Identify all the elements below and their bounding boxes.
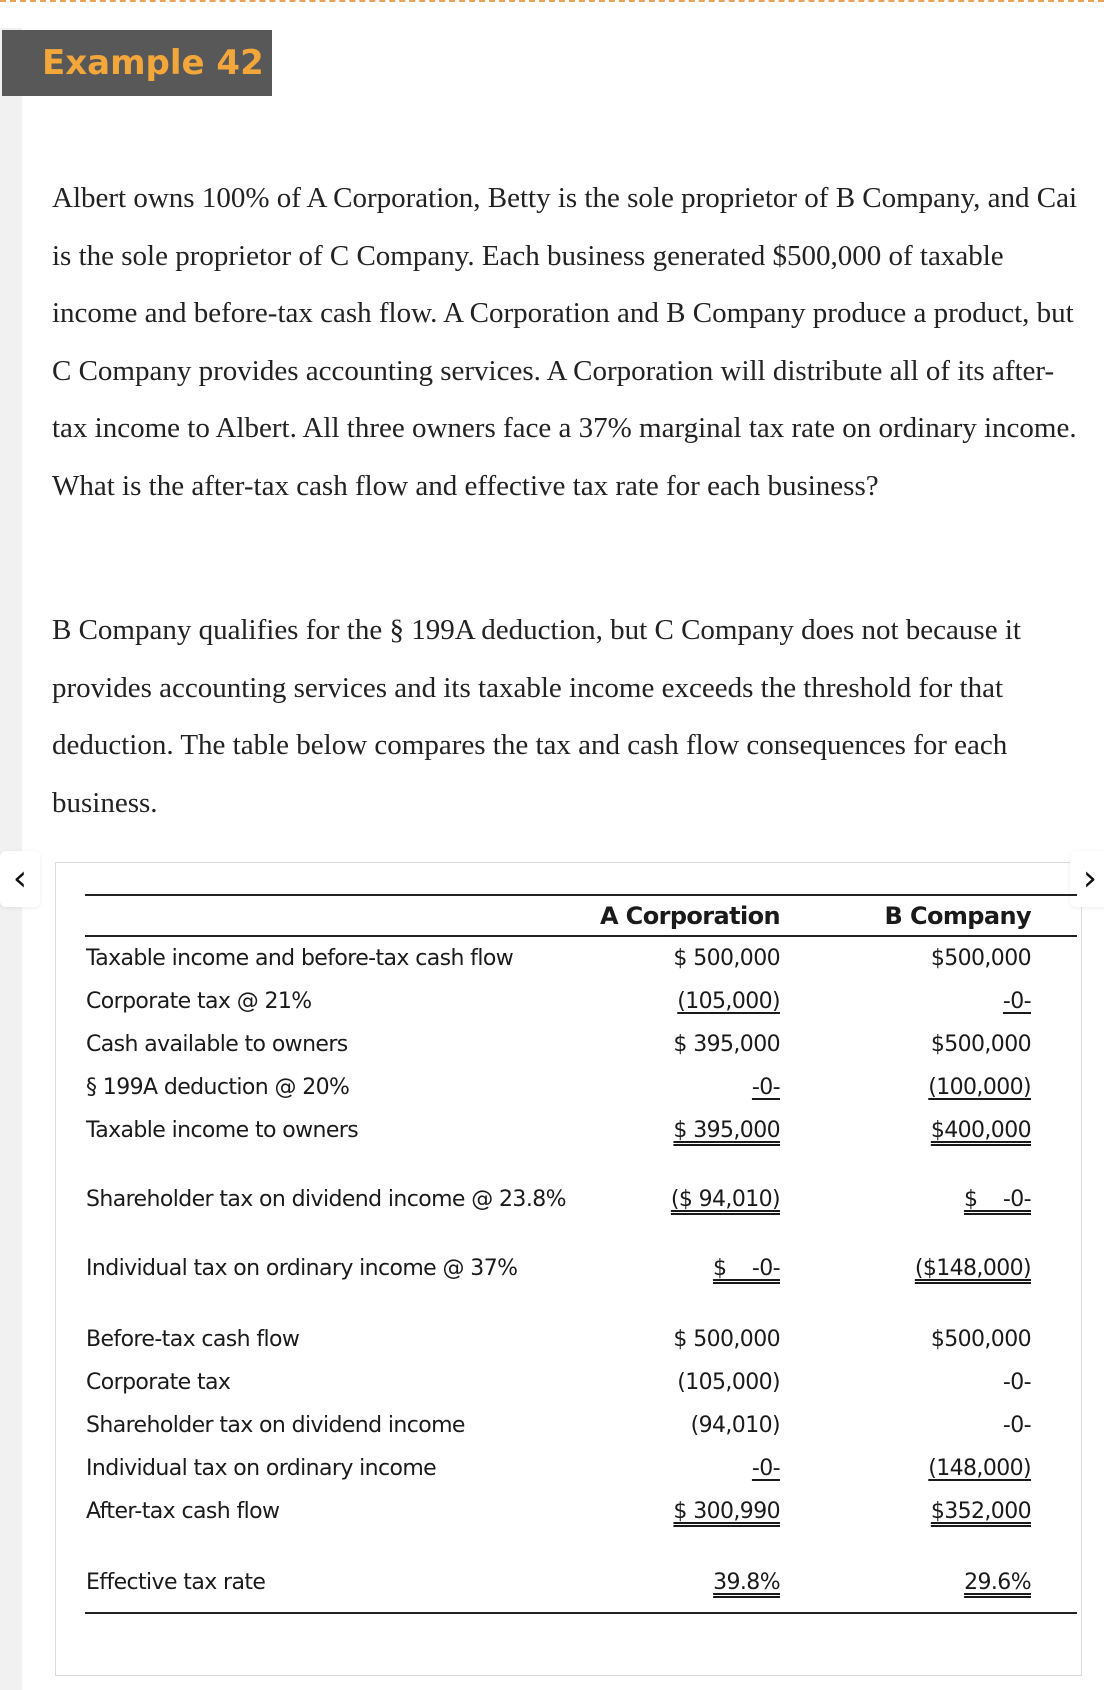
b-value: $ -0- xyxy=(963,1187,1031,1212)
column-header-b-company: B Company xyxy=(884,902,1031,930)
b-value: 29.6% xyxy=(964,1570,1031,1595)
a-value: $ 395,000 xyxy=(673,1118,780,1143)
row-label: Individual tax on ordinary income @ 37% xyxy=(86,1256,518,1281)
b-value: ($148,000) xyxy=(914,1256,1031,1281)
example-title: Example 42 xyxy=(2,30,272,96)
table-header-rule xyxy=(85,935,1077,937)
b-value: -0- xyxy=(1002,989,1031,1014)
row-label: Shareholder tax on dividend income @ 23.8% xyxy=(86,1187,566,1212)
row-label: Individual tax on ordinary income xyxy=(86,1456,437,1481)
a-value: $ 300,990 xyxy=(673,1499,780,1524)
previous-slide-button[interactable] xyxy=(0,851,40,907)
top-dashed-border xyxy=(0,0,1104,4)
b-value: $500,000 xyxy=(930,1032,1031,1057)
table-top-rule xyxy=(85,894,1077,896)
a-value: -0- xyxy=(751,1075,780,1100)
a-value: ($ 94,010) xyxy=(670,1187,780,1212)
b-value: (148,000) xyxy=(928,1456,1031,1481)
row-label: Corporate tax xyxy=(86,1370,231,1395)
explanation-paragraph: B Company qualifies for the § 199A deduction, but C Company does not because it provides accounting services and its taxable income exceeds the threshold for that deduction. The table below compares the tax and cash flow consequences for each business. xyxy=(52,614,1021,819)
row-label: Before-tax cash flow xyxy=(86,1327,300,1352)
row-label: After-tax cash flow xyxy=(86,1499,280,1524)
next-slide-button[interactable] xyxy=(1070,851,1104,907)
row-label: Effective tax rate xyxy=(86,1570,266,1595)
row-label: Shareholder tax on dividend income xyxy=(86,1413,465,1438)
a-value: $ -0- xyxy=(712,1256,780,1281)
b-value: $352,000 xyxy=(930,1499,1031,1524)
a-value: (94,010) xyxy=(690,1413,780,1438)
b-value: $500,000 xyxy=(930,946,1031,971)
a-value: -0- xyxy=(751,1456,780,1481)
a-value: (105,000) xyxy=(677,1370,780,1395)
row-label: Taxable income to owners xyxy=(86,1118,359,1143)
a-value: (105,000) xyxy=(677,989,780,1014)
a-value: $ 395,000 xyxy=(673,1032,780,1057)
a-value: $ 500,000 xyxy=(673,1327,780,1352)
a-value: $ 500,000 xyxy=(673,946,780,971)
b-value: (100,000) xyxy=(928,1075,1031,1100)
b-value: $500,000 xyxy=(930,1327,1031,1352)
table-bottom-rule xyxy=(85,1612,1077,1614)
row-label: Taxable income and before-tax cash flow xyxy=(86,946,514,971)
row-label: Corporate tax @ 21% xyxy=(86,989,312,1014)
b-value: -0- xyxy=(1002,1370,1031,1395)
column-header-a-corporation: A Corporation xyxy=(599,902,780,930)
b-value: $400,000 xyxy=(930,1118,1031,1143)
chevron-left-icon: ‹ xyxy=(12,858,28,899)
b-value: -0- xyxy=(1002,1413,1031,1438)
row-label: § 199A deduction @ 20% xyxy=(86,1075,350,1100)
problem-paragraph: Albert owns 100% of A Corporation, Betty is the sole proprietor of B Company, and Cai is the sole proprietor of C Company. Each business generated $500,000 of taxable income and before-tax cash flow. A Corporation and B Company produce a product, but C Company provides accounting services. A Corporation will distribute all of its after-tax income to Albert. All three owners face a 37% marginal tax rate on ordinary income. What is the after-tax cash flow and effective tax rate for each business? xyxy=(52,182,1078,502)
chevron-right-icon: › xyxy=(1082,858,1098,899)
a-value: 39.8% xyxy=(713,1570,780,1595)
row-label: Cash available to owners xyxy=(86,1032,348,1057)
